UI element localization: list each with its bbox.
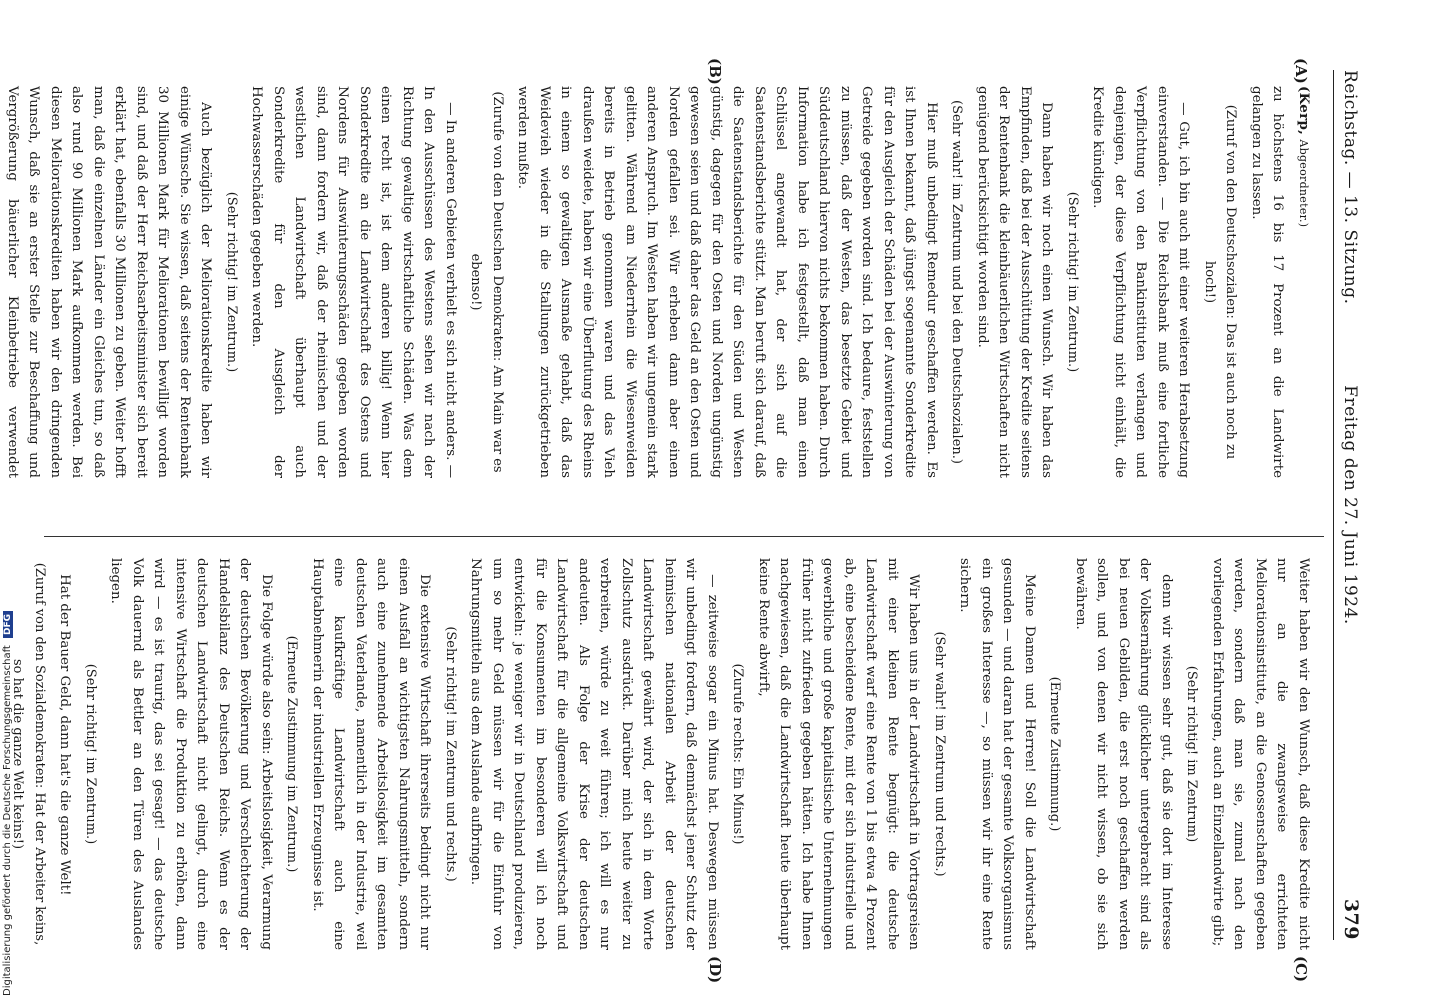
interjection: (Sehr wahr! im Zentrum und rechts.)	[932, 631, 947, 877]
paragraph: — zeitweise sogar ein Minus hat. Deswegen müssen wir unbedingt fordern, daß demnächst jener Schutz der heimischen nationalen Arbeit der deutschen Landwirtschaft gewährt wird, der sich in dem Worte Zollschutz ausdrückt. Darüber mich heute weiter zu verbreiten, würde zu weit führen; ich will es nur andeuten. Als Folge der Krise der deutschen Landwirtschaft für die allgemeine Volkswirtschaft und für die Konsumenten im besonderen will ich noch entwickeln: je weniger wir in Deutschland produzieren, um so mehr Geld müssen wir für die Einfuhr von Nahrungsmitteln aus dem Auslande aufbringen.	[468, 558, 720, 950]
paragraph: Die Folge würde also sein: Arbeitslosigkeit, Verarmung der deutschen Bevölkerung und Verschlechterung der Handelsbilanz des Deutschen Reichs. Wenn es der deutschen Landwirtschaft nicht gelingt, durch eine intensive Wirtschaft die Produktion zu erhöhen, dann wird — es ist traurig, das sei gesagt! — das deutsche Volk dauernd als Bettler an den Türen des Auslandes liegen.	[108, 558, 274, 950]
paragraph: Weiter haben wir den Wunsch, daß diese Kredite nicht nur an die zwangsweise errichteten Meliorationsinstitute, an die Genossenschaften gegeben werden, sondern daß man sie, zumal nach den vorliegenden Erfahrungen, auch an Einzellandwirte gibt;	[1210, 558, 1311, 950]
right-column	[10, 558, 1314, 950]
paragraph: zu höchstens 16 bis 17 Prozent an die Landwirte gelangen zu lassen.	[1249, 86, 1286, 478]
interjection: (Sehr richtig! im Zentrum und rechts.)	[443, 626, 458, 882]
interjection: (Zurufe von den Deutschen Demokraten: Am Main war es ebenso!)	[468, 91, 505, 473]
interjection: (Zurufe rechts: Ein Minus!)	[730, 663, 746, 845]
margin-mark-a: (A)	[1292, 58, 1310, 84]
paragraph: Hat der Bauer Geld, dann hat's die ganze Welt!	[57, 574, 73, 896]
interjection: (Zuruf von den Sozialdemokraten: Hat der Arbeiter keins, so hat die ganze Welt keins!)	[10, 562, 47, 946]
column-divider	[44, 536, 1324, 537]
paragraph: Wir haben uns in der Landwirtschaft in Vortragsreisen mit einer kleinen Rente begnügt: die deutsche Landwirtschaft warf eine Rente von 1 bis etwa 4 Prozent ab, eine bescheidene Rente, mit der sich industrielle und gewerbliche und große kapitalistische Unternehmungen früher nicht zufrieden gegeben hätten. Ich habe Ihnen nachgewiesen, daß die Landwirtschaft heute überhaupt keine Rente abwirft,	[756, 558, 922, 950]
page-number: 379	[1340, 898, 1362, 940]
page-header	[1333, 70, 1374, 940]
interjection: (Zuruf von den Deutschsozialen: Das ist auch noch zu hoch!)	[1202, 104, 1239, 460]
header-date: Freitag den 27. Juni 1924.	[1340, 385, 1360, 625]
credit-text: Digitalisierung gefördert durch die Deutsche Forschungsgemeinschaft	[2, 645, 13, 996]
margin-mark-b: (B)	[706, 58, 724, 85]
digitization-credit	[2, 611, 13, 996]
dfg-logo: DFG	[3, 611, 13, 638]
paragraph: Dann haben wir noch einen Wunsch. Wir haben das Empfinden, daß bei der Ausschüttung der Kredite seitens der Rentenbank die kleinbäuerlichen Wirtschaften nicht genügend berücksichtigt worden sind.	[975, 86, 1055, 478]
paragraph: Auch bezüglich der Meliorationskredite haben wir einige Wünsche. Sie wissen, daß seitens der Rentenbank 30 Millionen Mark für Meliorationen bewilligt worden sind, und daß der Herr Reichsarbeitsminister sich bereit erklärt hat, ebenfalls 30 Millionen zu geben. Weiter hofft man, daß die einzelnen Länder ein Gleiches tun, so daß also rund 90 Millionen Mark aufkommen werden. Bei diesen Meliorationskrediten haben wir den dringenden Wunsch, daß sie an erster Stelle zur Beschaffung und Vergrößerung bäuerlicher Kleinbetriebe verwendet	[5, 86, 214, 478]
paragraph: Die extensive Wirtschaft ihrerseits bedingt nicht nur einen Ausfall an wichtigsten Nahrungsmitteln, sondern auch eine zunehmende Arbeitslosigkeit im gesamten deutschen Vaterlande, namentlich in der Industrie, weil eine kaufkräftige Landwirtschaft auch eine Hauptabnehmerin der industriellen Erzeugnisse ist.	[310, 558, 433, 950]
paragraph: — In anderen Gebieten verhielt es sich nicht anders. — In den Ausschüssen des Westens sehen wir nach der Richtung gewaltige wirtschaftliche Schäden. Was dem einen recht ist, ist dem anderen billig! Wenn hier Sonderkredite an die Landwirtschaft des Ostens und Nordens für Auswinterungsschäden gegeben worden sind, dann fordern wir, daß der rheinischen und der westlichen Landwirtschaft überhaupt auch Sonderkredite für den Ausgleich der Hochwasserschäden gegeben werden.	[249, 86, 458, 478]
paragraph: Meine Damen und Herren! Soll die Landwirtschaft gesunden — und daran hat der gesamte Volksorganismus ein großes Interesse —, so müssen wir ihr eine Rente sichern.	[957, 558, 1037, 950]
interjection: (Sehr richtig! im Zentrum.)	[224, 191, 239, 373]
margin-mark-d: (D)	[706, 956, 724, 984]
margin-mark-c: (C)	[1292, 956, 1310, 983]
header-session: Reichstag. — 13. Sitzung.	[1340, 70, 1360, 305]
speaker-name: (Kerp,	[1296, 86, 1312, 136]
interjection: (Sehr richtig! im Zentrum.)	[83, 663, 98, 845]
paragraph: Hier muß unbedingt Remedur geschaffen werden. Es ist Ihnen bekannt, daß jüngst sogenannte Sonderkredite für den Ausgleich der Schäden bei der Auswinterung von Getreide gegeben worden sind. Ich bedaure, feststellen zu müssen, daß der Westen, das besetzte Gebiet und Süddeutschland hiervon nichts bekommen haben. Durch Information habe ich festgestellt, daß man einen Schlüssel angewandt hat, der sich auf die Saatenstandsberichte stützt. Man beruft sich darauf, daß die Saatenstandsberichte für den Süden und Westen günstig, dagegen für den Osten und Norden ungünstig gewesen seien und daß daher das Geld an den Osten und Norden gefallen sei. Wir erheben dann aber einen anderen Anspruch. Im Westen haben wir ungemein stark gelitten. Während am Niederrhein die Wiesenweiden bereits in Betrieb genommen waren und das Vieh draußen weidete, haben wir eine Überflutung des Rheins in einem so gewaltigen Ausmaße gehabt, daß das Weidevieh wieder in die Stallungen zurückgetrieben werden mußte.	[515, 86, 939, 478]
speaker-line	[1293, 86, 1315, 478]
paragraph: — Gut, ich bin auch mit einer weiteren Herabsetzung einverstanden. — Die Reichsbank muß eine fortliche Verpflichtung von den Bankinstituten verlangen und denjenigen, der diese Verpflichtung nicht einhält, die Kredite kündigen.	[1090, 86, 1192, 478]
speaker-role: Abgeordneter.)	[1297, 139, 1310, 228]
interjection: (Erneute Zustimmung.)	[1047, 676, 1063, 832]
interjection: (Erneute Zustimmung im Zentrum.)	[284, 635, 300, 873]
interjection: (Sehr richtig! im Zentrum.)	[1065, 191, 1080, 373]
interjection: (Sehr richtig! im Zentrum)	[1184, 665, 1200, 843]
left-column	[5, 86, 1314, 478]
interjection: (Sehr wahr! im Zentrum und bei den Deutschsozialen.)	[949, 100, 965, 464]
paragraph: denn wir wissen sehr gut, daß sie dort im Interesse der Volksernährung glücklicher untergebracht sind als bei neuen Gebilden, die erst noch geschaffen werden sollen, und von denen wir nicht wissen, ob sie sich bewähren.	[1073, 558, 1174, 950]
